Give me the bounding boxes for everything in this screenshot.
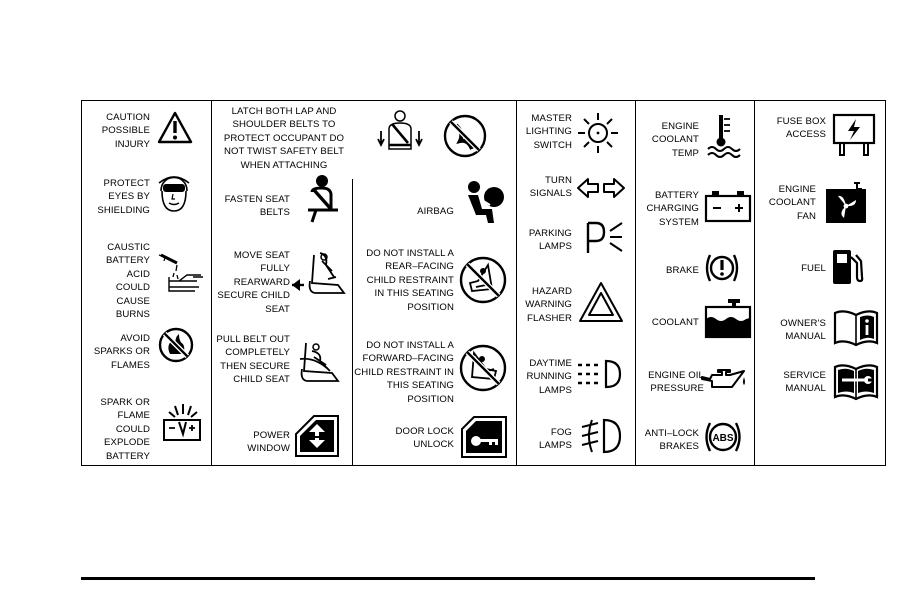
- power-window-label: POWER WINDOW: [247, 430, 290, 455]
- symbol-chart: [81, 100, 886, 466]
- abs-text: ABS: [712, 433, 734, 444]
- coolant-tank-icon: [704, 297, 752, 339]
- column-divider: [635, 101, 636, 465]
- fuel-pump-icon: [830, 247, 864, 287]
- fuse-box-label: FUSE BOX ACCESS: [776, 116, 826, 141]
- caustic-label: CAUSTIC BATTERY ACID COULD CAUSE BURNS: [105, 242, 150, 321]
- caution-label: CAUTION POSSIBLE INJURY: [101, 112, 150, 150]
- no-forward-facing-label: DO NOT INSTALL A FORWARD–FACING CHILD RESTRAINT IN THIS SEATING POSITION: [354, 340, 454, 405]
- column-divider: [352, 179, 353, 465]
- fog-lamp-icon: [580, 417, 624, 455]
- book-wrench-icon: [832, 361, 880, 401]
- parking-lamps-label: PARKING LAMPS: [528, 228, 572, 253]
- battery-spark-icon: [161, 402, 205, 444]
- protect-eyes-label: PROTECT EYES BY SHIELDING: [97, 178, 150, 216]
- warning-triangle-icon: [157, 110, 193, 146]
- fuel-label: FUEL: [801, 263, 826, 274]
- hazard-label: HAZARD WARNING FLASHER: [525, 286, 572, 324]
- no-rear-child-seat-icon: [458, 255, 508, 305]
- fasten-belts-label: FASTEN SEAT BELTS: [224, 194, 290, 219]
- door-lock-icon: [460, 415, 508, 459]
- headlamp-switch-icon: [576, 111, 620, 155]
- no-forward-child-seat-icon: [458, 343, 508, 393]
- seatbelt-icon: [304, 174, 342, 224]
- acid-hand-icon: [155, 253, 205, 293]
- move-seat-label: MOVE SEAT FULLY REARWARD SECURE CHILD SEAT: [217, 250, 290, 315]
- master-lighting-label: MASTER LIGHTING SWITCH: [525, 113, 572, 151]
- book-info-icon: [832, 307, 880, 347]
- column-divider: [211, 101, 212, 465]
- child-seat-arrow-icon: [290, 249, 348, 295]
- window-switch-icon: [294, 414, 340, 458]
- pull-belt-label: PULL BELT OUT COMPLETELY THEN SECURE CHILD SEAT: [216, 334, 290, 386]
- oil-pressure-label: ENGINE OIL PRESSURE: [648, 370, 704, 395]
- owners-manual-label: OWNER'S MANUAL: [780, 318, 826, 343]
- drl-icon: [576, 359, 622, 389]
- battery-charging-label: BATTERY CHARGING SYSTEM: [646, 190, 699, 228]
- spark-explode-label: SPARK OR FLAME COULD EXPLODE BATTERY: [100, 397, 150, 462]
- radiator-fan-icon: [824, 181, 868, 225]
- coolant-fan-label: ENGINE COOLANT FAN: [768, 184, 816, 222]
- column-divider: [516, 101, 517, 465]
- abs-label: ANTI–LOCK BRAKES: [644, 428, 699, 453]
- coolant-temp-label: ENGINE COOLANT TEMP: [651, 121, 699, 159]
- latch-belts-label: LATCH BOTH LAP AND SHOULDER BELTS TO PROTECT OCCUPANT DO NOT TWIST SAFETY BELT WHEN ATTACHING: [223, 106, 345, 171]
- thermometer-icon: [706, 111, 742, 157]
- page-footer-rule: [81, 577, 815, 580]
- turn-arrows-icon: [576, 177, 626, 199]
- belt-arrows-icon: [378, 109, 422, 161]
- column-divider: [754, 101, 755, 465]
- avoid-sparks-label: AVOID SPARKS OR FLAMES: [93, 333, 150, 371]
- oil-can-icon: [700, 365, 750, 397]
- coolant-label: COOLANT: [651, 317, 699, 328]
- fuse-icon: [832, 113, 876, 157]
- battery-icon: [704, 189, 752, 223]
- daytime-lamps-label: DAYTIME RUNNING LAMPS: [526, 358, 572, 396]
- service-manual-label: SERVICE MANUAL: [783, 370, 826, 395]
- hazard-triangle-icon: [578, 281, 624, 323]
- brake-label: BRAKE: [665, 265, 699, 276]
- door-lock-label: DOOR LOCK UNLOCK: [395, 426, 454, 451]
- no-flame-icon: [157, 326, 195, 364]
- brake-warning-icon: [702, 249, 742, 287]
- parking-lamp-icon: [584, 221, 624, 255]
- face-shield-icon: [157, 167, 191, 213]
- no-twist-icon: [442, 113, 488, 159]
- airbag-label: AIRBAG: [417, 206, 454, 217]
- airbag-icon: [458, 179, 506, 227]
- abs-icon: [702, 417, 744, 457]
- turn-signals-label: TURN SIGNALS: [529, 175, 572, 200]
- no-rear-facing-label: DO NOT INSTALL A REAR–FACING CHILD RESTRAINT IN THIS SEATING POSITION: [366, 248, 454, 313]
- fog-lamps-label: FOG LAMPS: [538, 427, 572, 452]
- child-seat-belt-icon: [296, 339, 346, 385]
